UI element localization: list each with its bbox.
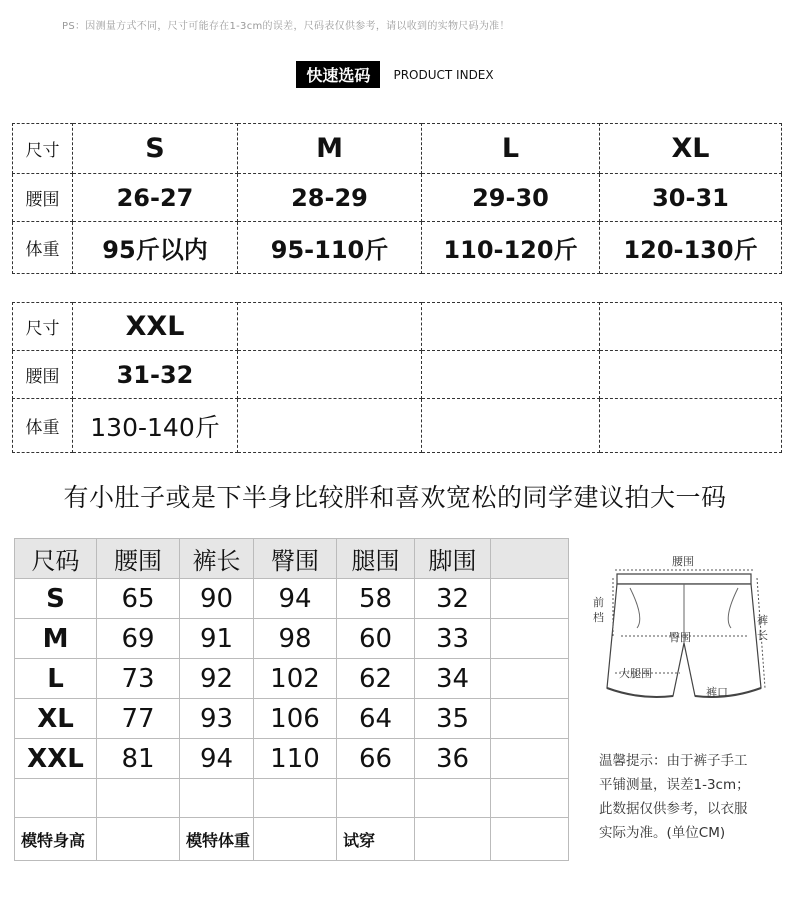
size-cell: M [238,124,422,174]
empty-cell [254,779,337,818]
length-label-2: 长 [757,629,768,642]
hip-cell: 94 [254,579,337,619]
thigh-label: 大腿围 [619,667,652,680]
weight-cell: 110-120斤 [422,222,600,274]
size-cell: L [15,659,97,699]
weight-row [13,399,782,453]
header-length: 裤长 [180,539,254,579]
hip-label: 臀围 [669,631,691,644]
size-cell: S [73,124,238,174]
thigh-cell: 66 [337,739,415,779]
waist-cell: 26-27 [73,174,238,222]
empty-cell [491,699,569,739]
length-label-1: 裤 [757,614,768,627]
size-advice-slogan: 有小肚子或是下半身比较胖和喜欢宽松的同学建议拍大一码 [63,483,727,512]
empty-cell [600,303,782,351]
hip-cell: 98 [254,619,337,659]
hip-cell: 106 [254,699,337,739]
empty-cell [180,779,254,818]
model-info-row [15,818,569,861]
row-label-weight: 体重 [13,399,73,453]
tip-line: 此数据仅供参考，以衣服 [599,801,748,817]
hem-cell: 36 [415,739,491,779]
tip-line: 温馨提示：由于裤子手工 [599,753,748,769]
row-label-waist: 腰围 [13,174,73,222]
measurement-tip [599,749,785,845]
empty-cell [491,619,569,659]
empty-cell [415,779,491,818]
header-empty [491,539,569,579]
hip-cell: 110 [254,739,337,779]
header-thigh: 腿围 [337,539,415,579]
size-cell: XXL [73,303,238,351]
weight-cell: 120-130斤 [600,222,782,274]
row-label-waist: 腰围 [13,351,73,399]
table-row [15,579,569,619]
quick-size-table-2 [12,302,782,453]
length-cell: 92 [180,659,254,699]
shorts-measurement-diagram [585,548,780,728]
table-row [15,739,569,779]
size-cell: L [422,124,600,174]
empty-cell [422,399,600,453]
size-cell: XL [600,124,782,174]
waist-cell: 65 [97,579,180,619]
model-height-value [97,818,180,861]
waist-cell: 28-29 [238,174,422,222]
front-rise-label-1: 前 [593,596,604,609]
hem-label: 裤口 [706,686,728,699]
header-hem: 脚围 [415,539,491,579]
size-cell: XXL [15,739,97,779]
row-label-size: 尺寸 [13,124,73,174]
size-row [13,303,782,351]
length-cell: 90 [180,579,254,619]
waist-cell: 29-30 [422,174,600,222]
product-index-title [0,61,790,88]
hem-cell: 32 [415,579,491,619]
empty-cell [600,351,782,399]
empty-cell [491,818,569,861]
waist-cell: 81 [97,739,180,779]
empty-cell [600,399,782,453]
size-row [13,124,782,174]
hem-cell: 33 [415,619,491,659]
tip-line: 实际为准。(单位CM) [599,825,726,841]
empty-cell [491,579,569,619]
empty-cell [238,399,422,453]
length-cell: 94 [180,739,254,779]
length-cell: 93 [180,699,254,739]
table-row [15,619,569,659]
empty-cell [491,779,569,818]
waist-cell: 73 [97,659,180,699]
waist-label: 腰围 [672,555,694,568]
product-index-label: PRODUCT INDEX [393,67,494,82]
empty-cell [238,351,422,399]
table-row-blank [15,779,569,818]
row-label-weight: 体重 [13,222,73,274]
model-weight-value [254,818,337,861]
hip-cell: 102 [254,659,337,699]
empty-cell [491,659,569,699]
empty-cell [337,779,415,818]
weight-cell: 95-110斤 [238,222,422,274]
weight-cell: 95斤以内 [73,222,238,274]
empty-cell [15,779,97,818]
try-on-value [415,818,491,861]
hem-cell: 34 [415,659,491,699]
thigh-cell: 64 [337,699,415,739]
weight-row [13,222,782,274]
empty-cell [422,351,600,399]
model-height-label: 模特身高 [15,818,97,861]
waist-row [13,174,782,222]
waist-cell: 31-32 [73,351,238,399]
empty-cell [238,303,422,351]
quick-select-label: 快速选码 [296,61,380,88]
header-waist: 腰围 [97,539,180,579]
header-size: 尺码 [15,539,97,579]
row-label-size: 尺寸 [13,303,73,351]
tip-line: 平铺测量，误差1-3cm； [599,777,750,793]
length-cell: 91 [180,619,254,659]
thigh-cell: 60 [337,619,415,659]
table-row [15,699,569,739]
waist-row [13,351,782,399]
table-row [15,659,569,699]
header-hip: 臀围 [254,539,337,579]
measurement-table [14,538,569,861]
size-cell: XL [15,699,97,739]
size-cell: S [15,579,97,619]
measurement-header-row [15,539,569,579]
thigh-cell: 62 [337,659,415,699]
thigh-cell: 58 [337,579,415,619]
waist-cell: 77 [97,699,180,739]
empty-cell [97,779,180,818]
empty-cell [491,739,569,779]
hem-cell: 35 [415,699,491,739]
model-weight-label: 模特体重 [180,818,254,861]
try-on-label: 试穿 [337,818,415,861]
front-rise-label-2: 档 [593,611,604,624]
waist-cell: 30-31 [600,174,782,222]
size-cell: M [15,619,97,659]
weight-cell: 130-140斤 [73,399,238,453]
empty-cell [422,303,600,351]
measurement-note: PS：因测量方式不同，尺寸可能存在1-3cm的误差，尺码表仅供参考，请以收到的实物尺码为准！ [62,21,510,32]
waist-cell: 69 [97,619,180,659]
quick-size-table-1 [12,123,782,274]
